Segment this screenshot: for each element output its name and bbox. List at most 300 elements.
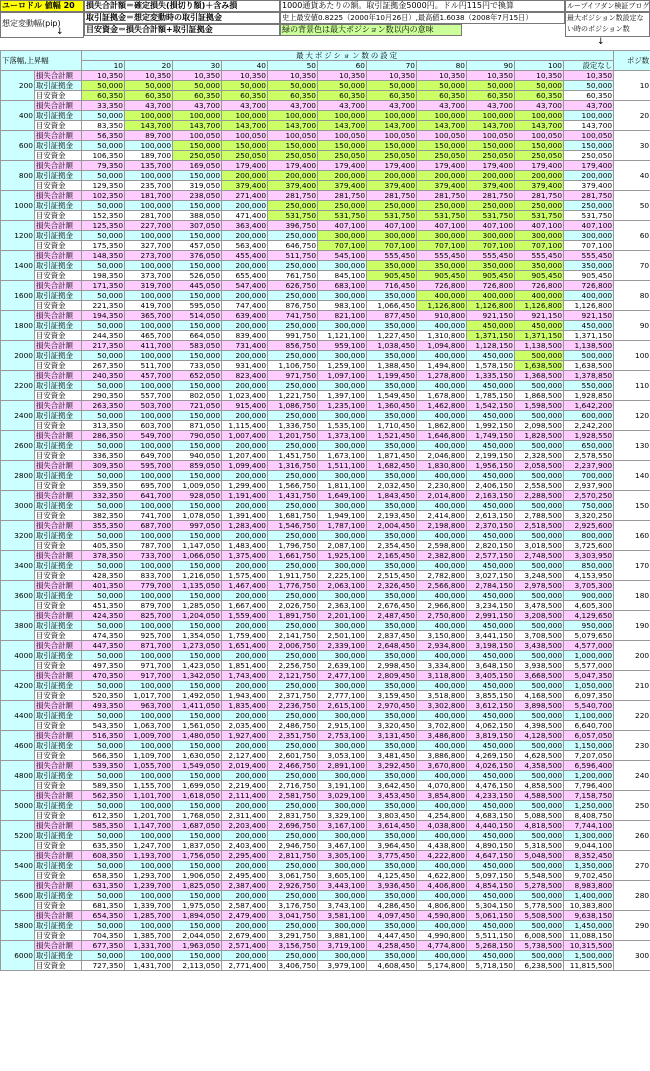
value-cell: 1,135,050 (173, 581, 222, 591)
table-row (1, 531, 650, 541)
value-cell: 1,667,400 (222, 601, 268, 611)
value-cell: 179,400 (318, 161, 367, 171)
value-cell: 3,938,500 (515, 661, 564, 671)
value-cell: 150,000 (173, 321, 222, 331)
value-cell: 1,373,100 (318, 431, 367, 441)
value-cell: 150,000 (173, 231, 222, 241)
value-cell: 43,700 (318, 101, 367, 111)
value-cell: 1,598,500 (515, 401, 564, 411)
value-cell: 250,000 (268, 651, 318, 661)
value-cell: 450,000 (564, 321, 614, 331)
value-cell: 50,000 (82, 561, 125, 571)
value-cell: 1,050,000 (564, 681, 614, 691)
value-cell: 150,000 (173, 591, 222, 601)
table-row (1, 491, 650, 501)
value-cell: 2,063,100 (318, 581, 367, 591)
row-label: 目安資金 (35, 871, 82, 881)
value-cell: 10,350 (367, 71, 417, 81)
row-label: 取引証拠金 (35, 771, 82, 781)
value-cell: 1,992,150 (467, 421, 515, 431)
value-cell: 2,371,750 (268, 691, 318, 701)
value-cell: 1,975,050 (173, 901, 222, 911)
value-cell: 50,000 (82, 321, 125, 331)
value-cell: 150,000 (417, 141, 467, 151)
value-cell: 654,350 (82, 911, 125, 921)
value-cell: 4,129,650 (564, 611, 614, 621)
value-cell: 400,000 (417, 501, 467, 511)
value-cell: 1,094,800 (417, 341, 467, 351)
value-cell: 1,451,750 (268, 451, 318, 461)
value-cell: 2,127,400 (222, 751, 268, 761)
value-cell: 2,087,100 (318, 541, 367, 551)
value-cell: 300,000 (318, 861, 367, 871)
value-cell: 300,000 (318, 951, 367, 961)
row-label: 損失合計額 (35, 581, 82, 591)
value-cell: 250,050 (467, 151, 515, 161)
value-cell: 250,000 (268, 861, 318, 871)
value-cell: 50,000 (82, 501, 125, 511)
value-cell: 5,304,150 (467, 901, 515, 911)
value-cell: 3,176,750 (268, 901, 318, 911)
value-cell: 3,131,450 (367, 731, 417, 741)
value-cell: 313,350 (82, 421, 125, 431)
row-label: 取引証拠金 (35, 81, 82, 91)
table-row (1, 731, 650, 741)
table-row (1, 501, 650, 511)
value-cell: 379,400 (467, 181, 515, 191)
value-cell: 2,403,400 (222, 841, 268, 851)
value-cell: 200,000 (222, 951, 268, 961)
value-cell: 3,118,800 (417, 671, 467, 681)
value-cell: 50,000 (222, 81, 268, 91)
row-label: 損失合計額 (35, 341, 82, 351)
table-row (1, 841, 650, 851)
value-cell: 3,518,800 (417, 691, 467, 701)
table-row (1, 351, 650, 361)
row-label: 損失合計額 (35, 611, 82, 621)
value-cell: 1,300,000 (564, 831, 614, 841)
value-cell: 300,000 (318, 471, 367, 481)
note-unit: 1000通貨あたりの額。取引証拠金5000円。ドル円115円で換算 (280, 0, 565, 12)
value-cell: 1,949,100 (318, 511, 367, 521)
value-cell: 4,406,800 (417, 881, 467, 891)
value-cell: 2,716,750 (268, 781, 318, 791)
blog-name: ループイフダン検証ブログ (567, 2, 650, 10)
value-cell: 3,248,500 (515, 571, 564, 581)
value-cell: 3,648,150 (467, 661, 515, 671)
value-cell: 1,227,450 (367, 331, 417, 341)
value-cell: 677,350 (82, 941, 125, 951)
value-cell: 3,898,500 (515, 701, 564, 711)
value-cell: 1,483,400 (222, 541, 268, 551)
value-cell: 100,050 (417, 131, 467, 141)
row-label: 取引証拠金 (35, 381, 82, 391)
value-cell: 363,400 (222, 221, 268, 231)
value-cell: 1,285,700 (125, 911, 173, 921)
value-cell: 200,000 (222, 591, 268, 601)
value-cell: 905,450 (564, 271, 614, 281)
value-cell: 1,086,750 (268, 401, 318, 411)
value-cell: 250,000 (268, 261, 318, 271)
value-cell: 250,000 (268, 381, 318, 391)
value-cell: 3,329,100 (318, 811, 367, 821)
position-count: 300 (614, 941, 650, 971)
value-cell: 1,285,050 (173, 601, 222, 611)
table-row (1, 471, 650, 481)
value-cell: 531,750 (564, 211, 614, 221)
value-cell: 350,000 (367, 651, 417, 661)
value-cell: 1,216,050 (173, 571, 222, 581)
range-value: 5600 (1, 881, 35, 911)
value-cell: 687,700 (125, 521, 173, 531)
value-cell: 555,450 (367, 251, 417, 261)
range-value: 200 (1, 71, 35, 101)
row-label: 取引証拠金 (35, 681, 82, 691)
value-cell: 4,258,450 (367, 941, 417, 951)
value-cell: 1,000,000 (564, 651, 614, 661)
row-label: 取引証拠金 (35, 411, 82, 421)
row-label: 損失合計額 (35, 881, 82, 891)
value-cell: 1,371,150 (467, 331, 515, 341)
value-cell: 2,004,450 (367, 521, 417, 531)
table-row (1, 761, 650, 771)
value-cell: 450,000 (467, 651, 515, 661)
value-cell: 200,000 (222, 441, 268, 451)
value-cell: 194,350 (82, 311, 125, 321)
value-cell: 526,050 (173, 271, 222, 281)
position-count: 100 (614, 341, 650, 371)
value-cell: 450,000 (467, 771, 515, 781)
value-cell: 1,681,750 (268, 511, 318, 521)
value-cell: 823,400 (222, 371, 268, 381)
value-cell: 700,000 (564, 471, 614, 481)
value-cell: 150,000 (173, 141, 222, 151)
table-row (1, 261, 650, 271)
row-label: 取引証拠金 (35, 171, 82, 181)
value-cell: 1,368,500 (515, 371, 564, 381)
value-cell: 250,000 (268, 771, 318, 781)
value-cell: 500,000 (515, 561, 564, 571)
value-cell: 100,000 (125, 141, 173, 151)
value-cell: 2,495,400 (222, 871, 268, 881)
value-cell: 150,000 (268, 141, 318, 151)
table-row (1, 321, 650, 331)
table-row (1, 111, 650, 121)
row-label: 目安資金 (35, 781, 82, 791)
note-history: 史上最安値0.8225（2000年10月26日）,最高値1.6038（2008年7月15日） (280, 12, 565, 24)
value-cell: 300,000 (318, 561, 367, 571)
value-cell: 376,050 (173, 251, 222, 261)
value-cell: 4,128,500 (515, 731, 564, 741)
value-cell: 2,479,400 (222, 911, 268, 921)
value-cell: 450,000 (467, 621, 515, 631)
value-cell: 3,936,450 (367, 881, 417, 891)
value-cell: 50,000 (82, 771, 125, 781)
value-cell: 400,000 (417, 801, 467, 811)
value-cell: 1,759,400 (222, 631, 268, 641)
value-cell: 2,925,600 (564, 521, 614, 531)
value-cell: 547,400 (222, 281, 268, 291)
value-cell: 3,406,750 (268, 961, 318, 971)
value-cell: 400,000 (417, 381, 467, 391)
value-cell: 1,843,450 (367, 491, 417, 501)
value-cell: 400,000 (417, 531, 467, 541)
value-cell: 549,700 (125, 431, 173, 441)
value-cell: 1,316,750 (268, 461, 318, 471)
value-cell: 350,000 (367, 381, 417, 391)
value-cell: 300,000 (318, 621, 367, 631)
range-value: 4800 (1, 761, 35, 791)
value-cell: 135,700 (125, 161, 173, 171)
value-cell: 545,100 (318, 251, 367, 261)
column-header: 70 (367, 61, 417, 71)
value-cell: 1,336,750 (268, 421, 318, 431)
value-cell: 143,700 (417, 121, 467, 131)
value-cell: 250,050 (564, 151, 614, 161)
value-cell: 9,638,150 (564, 911, 614, 921)
row-label: 目安資金 (35, 601, 82, 611)
value-cell: 457,050 (173, 241, 222, 251)
range-value: 4000 (1, 641, 35, 671)
value-cell: 1,943,400 (222, 691, 268, 701)
value-cell: 100,000 (515, 111, 564, 121)
value-cell: 704,350 (82, 931, 125, 941)
value-cell: 2,351,750 (268, 731, 318, 741)
table-row (1, 861, 650, 871)
value-cell: 2,339,100 (318, 641, 367, 651)
value-cell: 555,450 (564, 251, 614, 261)
value-cell: 457,700 (125, 371, 173, 381)
value-cell: 250,000 (268, 351, 318, 361)
value-cell: 471,400 (222, 211, 268, 221)
value-cell: 2,966,800 (417, 601, 467, 611)
value-cell: 300,000 (318, 801, 367, 811)
value-cell: 2,486,750 (268, 721, 318, 731)
value-cell: 200,000 (222, 321, 268, 331)
value-cell: 1,549,450 (367, 391, 417, 401)
value-cell: 60,350 (125, 91, 173, 101)
value-cell: 1,480,050 (173, 731, 222, 741)
value-cell: 1,928,850 (564, 391, 614, 401)
value-cell: 4,990,800 (417, 931, 467, 941)
value-cell: 2,382,800 (417, 551, 467, 561)
value-cell: 4,890,150 (467, 841, 515, 851)
value-cell: 4,269,150 (467, 751, 515, 761)
row-label: 取引証拠金 (35, 801, 82, 811)
value-cell: 2,242,200 (564, 421, 614, 431)
value-cell: 1,687,050 (173, 821, 222, 831)
value-cell: 200,000 (222, 501, 268, 511)
value-cell: 871,700 (125, 641, 173, 651)
value-cell: 200,000 (222, 171, 268, 181)
value-cell: 5,268,150 (467, 941, 515, 951)
value-cell: 300,000 (318, 351, 367, 361)
value-cell: 350,000 (367, 861, 417, 871)
value-cell: 50,000 (82, 471, 125, 481)
value-cell: 1,155,700 (125, 781, 173, 791)
value-cell: 1,678,800 (417, 391, 467, 401)
position-count: 160 (614, 521, 650, 551)
value-cell: 250,000 (268, 711, 318, 721)
value-cell: 50,000 (82, 621, 125, 631)
value-cell: 400,000 (417, 321, 467, 331)
value-cell: 2,163,150 (467, 491, 515, 501)
value-cell: 3,041,750 (268, 911, 318, 921)
value-cell: 3,708,500 (515, 631, 564, 641)
value-cell: 4,168,500 (515, 691, 564, 701)
value-cell: 350,000 (367, 411, 417, 421)
value-cell: 2,295,400 (222, 851, 268, 861)
value-cell: 100,000 (367, 111, 417, 121)
value-cell: 4,125,450 (367, 871, 417, 881)
value-cell: 200,000 (367, 171, 417, 181)
value-cell: 400,000 (417, 861, 467, 871)
value-cell: 171,350 (82, 281, 125, 291)
value-cell: 3,029,100 (318, 791, 367, 801)
range-value: 1400 (1, 251, 35, 281)
row-label: 取引証拠金 (35, 891, 82, 901)
value-cell: 273,700 (125, 251, 173, 261)
value-cell: 250,000 (268, 801, 318, 811)
value-cell: 450,000 (467, 681, 515, 691)
value-cell: 300,000 (318, 411, 367, 421)
value-cell: 2,165,450 (367, 551, 417, 561)
value-cell: 2,998,450 (367, 661, 417, 671)
value-cell: 9,044,100 (564, 841, 614, 851)
row-label: 目安資金 (35, 691, 82, 701)
value-cell: 271,400 (222, 191, 268, 201)
value-cell: 500,000 (515, 681, 564, 691)
row-label: 損失合計額 (35, 731, 82, 741)
value-cell: 179,400 (222, 161, 268, 171)
table-row (1, 91, 650, 101)
value-cell: 10,350 (564, 71, 614, 81)
value-cell: 150,000 (173, 351, 222, 361)
value-cell: 350,000 (367, 801, 417, 811)
value-cell: 450,000 (467, 321, 515, 331)
value-cell: 281,750 (467, 191, 515, 201)
value-cell: 350,000 (367, 501, 417, 511)
value-cell: 531,750 (515, 211, 564, 221)
value-cell: 7,796,400 (564, 781, 614, 791)
table-row (1, 631, 650, 641)
value-cell: 3,156,750 (268, 941, 318, 951)
value-cell: 655,400 (222, 271, 268, 281)
value-cell: 50,000 (82, 111, 125, 121)
value-cell: 1,342,050 (173, 671, 222, 681)
value-cell: 2,811,750 (268, 851, 318, 861)
value-cell: 1,925,100 (318, 551, 367, 561)
value-cell: 741,750 (268, 311, 318, 321)
value-cell: 566,350 (82, 751, 125, 761)
value-cell: 2,518,500 (515, 521, 564, 531)
value-cell: 450,000 (467, 441, 515, 451)
value-cell: 100,050 (173, 131, 222, 141)
row-label: 目安資金 (35, 511, 82, 521)
value-cell: 2,414,800 (417, 511, 467, 521)
value-cell: 250,000 (268, 321, 318, 331)
value-cell: 2,915,100 (318, 721, 367, 731)
value-cell: 3,018,500 (515, 541, 564, 551)
column-header: 設定なし (564, 61, 614, 71)
value-cell: 1,638,500 (515, 361, 564, 371)
value-cell: 400,000 (417, 471, 467, 481)
max-position-note: 最大ポジション数設定ない時のポジション数 (565, 12, 650, 37)
table-row (1, 771, 650, 781)
note-green: 緑の背景色は最大ポジション数以内の意味 (280, 24, 462, 36)
value-cell: 5,540,700 (564, 701, 614, 711)
value-cell: 150,000 (173, 861, 222, 871)
value-cell: 1,204,050 (173, 611, 222, 621)
value-cell: 555,450 (467, 251, 515, 261)
value-cell: 198,350 (82, 271, 125, 281)
value-cell: 1,375,400 (222, 551, 268, 561)
value-cell: 100,000 (125, 561, 173, 571)
definition-margin: 取引証拠金＝想定変動時の取引証拠金 (84, 12, 280, 24)
value-cell: 4,097,450 (367, 911, 417, 921)
value-cell: 355,350 (82, 521, 125, 531)
value-cell: 5,079,650 (564, 631, 614, 641)
position-count: 230 (614, 731, 650, 761)
value-cell: 10,350 (173, 71, 222, 81)
value-cell: 3,614,450 (367, 821, 417, 831)
value-cell: 60,350 (318, 91, 367, 101)
value-cell: 626,750 (268, 281, 318, 291)
value-cell: 2,571,400 (222, 941, 268, 951)
value-cell: 1,115,400 (222, 421, 268, 431)
value-cell: 1,642,200 (564, 401, 614, 411)
table-row (1, 851, 650, 861)
value-cell: 250,000 (268, 831, 318, 841)
table-row (1, 951, 650, 961)
value-cell: 300,000 (318, 231, 367, 241)
value-cell: 876,750 (268, 301, 318, 311)
value-cell: 2,311,400 (222, 811, 268, 821)
position-count: 110 (614, 371, 650, 401)
value-cell: 726,800 (417, 281, 467, 291)
value-cell: 50,000 (82, 921, 125, 931)
table-row (1, 651, 650, 661)
value-cell: 50,000 (82, 231, 125, 241)
value-cell: 1,023,400 (222, 391, 268, 401)
value-cell: 4,070,800 (417, 781, 467, 791)
value-cell: 500,000 (515, 441, 564, 451)
row-label: 損失合計額 (35, 791, 82, 801)
value-cell: 150,000 (173, 561, 222, 571)
value-cell: 2,111,400 (222, 791, 268, 801)
row-label: 目安資金 (35, 361, 82, 371)
value-cell: 1,699,050 (173, 781, 222, 791)
value-cell: 8,352,450 (564, 851, 614, 861)
value-cell: 1,906,050 (173, 871, 222, 881)
row-label: 取引証拠金 (35, 711, 82, 721)
value-cell: 150,000 (173, 801, 222, 811)
value-cell: 905,450 (367, 271, 417, 281)
value-cell: 150,000 (173, 951, 222, 961)
row-label: 損失合計額 (35, 371, 82, 381)
value-cell: 500,000 (515, 801, 564, 811)
position-count: 200 (614, 641, 650, 671)
value-cell: 5,548,500 (515, 871, 564, 881)
value-cell: 200,000 (222, 801, 268, 811)
value-cell: 2,121,750 (268, 671, 318, 681)
row-label: 目安資金 (35, 661, 82, 671)
value-cell: 100,000 (125, 591, 173, 601)
value-cell: 983,100 (318, 301, 367, 311)
value-cell: 3,305,100 (318, 851, 367, 861)
value-cell: 10,350 (222, 71, 268, 81)
value-cell: 921,150 (467, 311, 515, 321)
